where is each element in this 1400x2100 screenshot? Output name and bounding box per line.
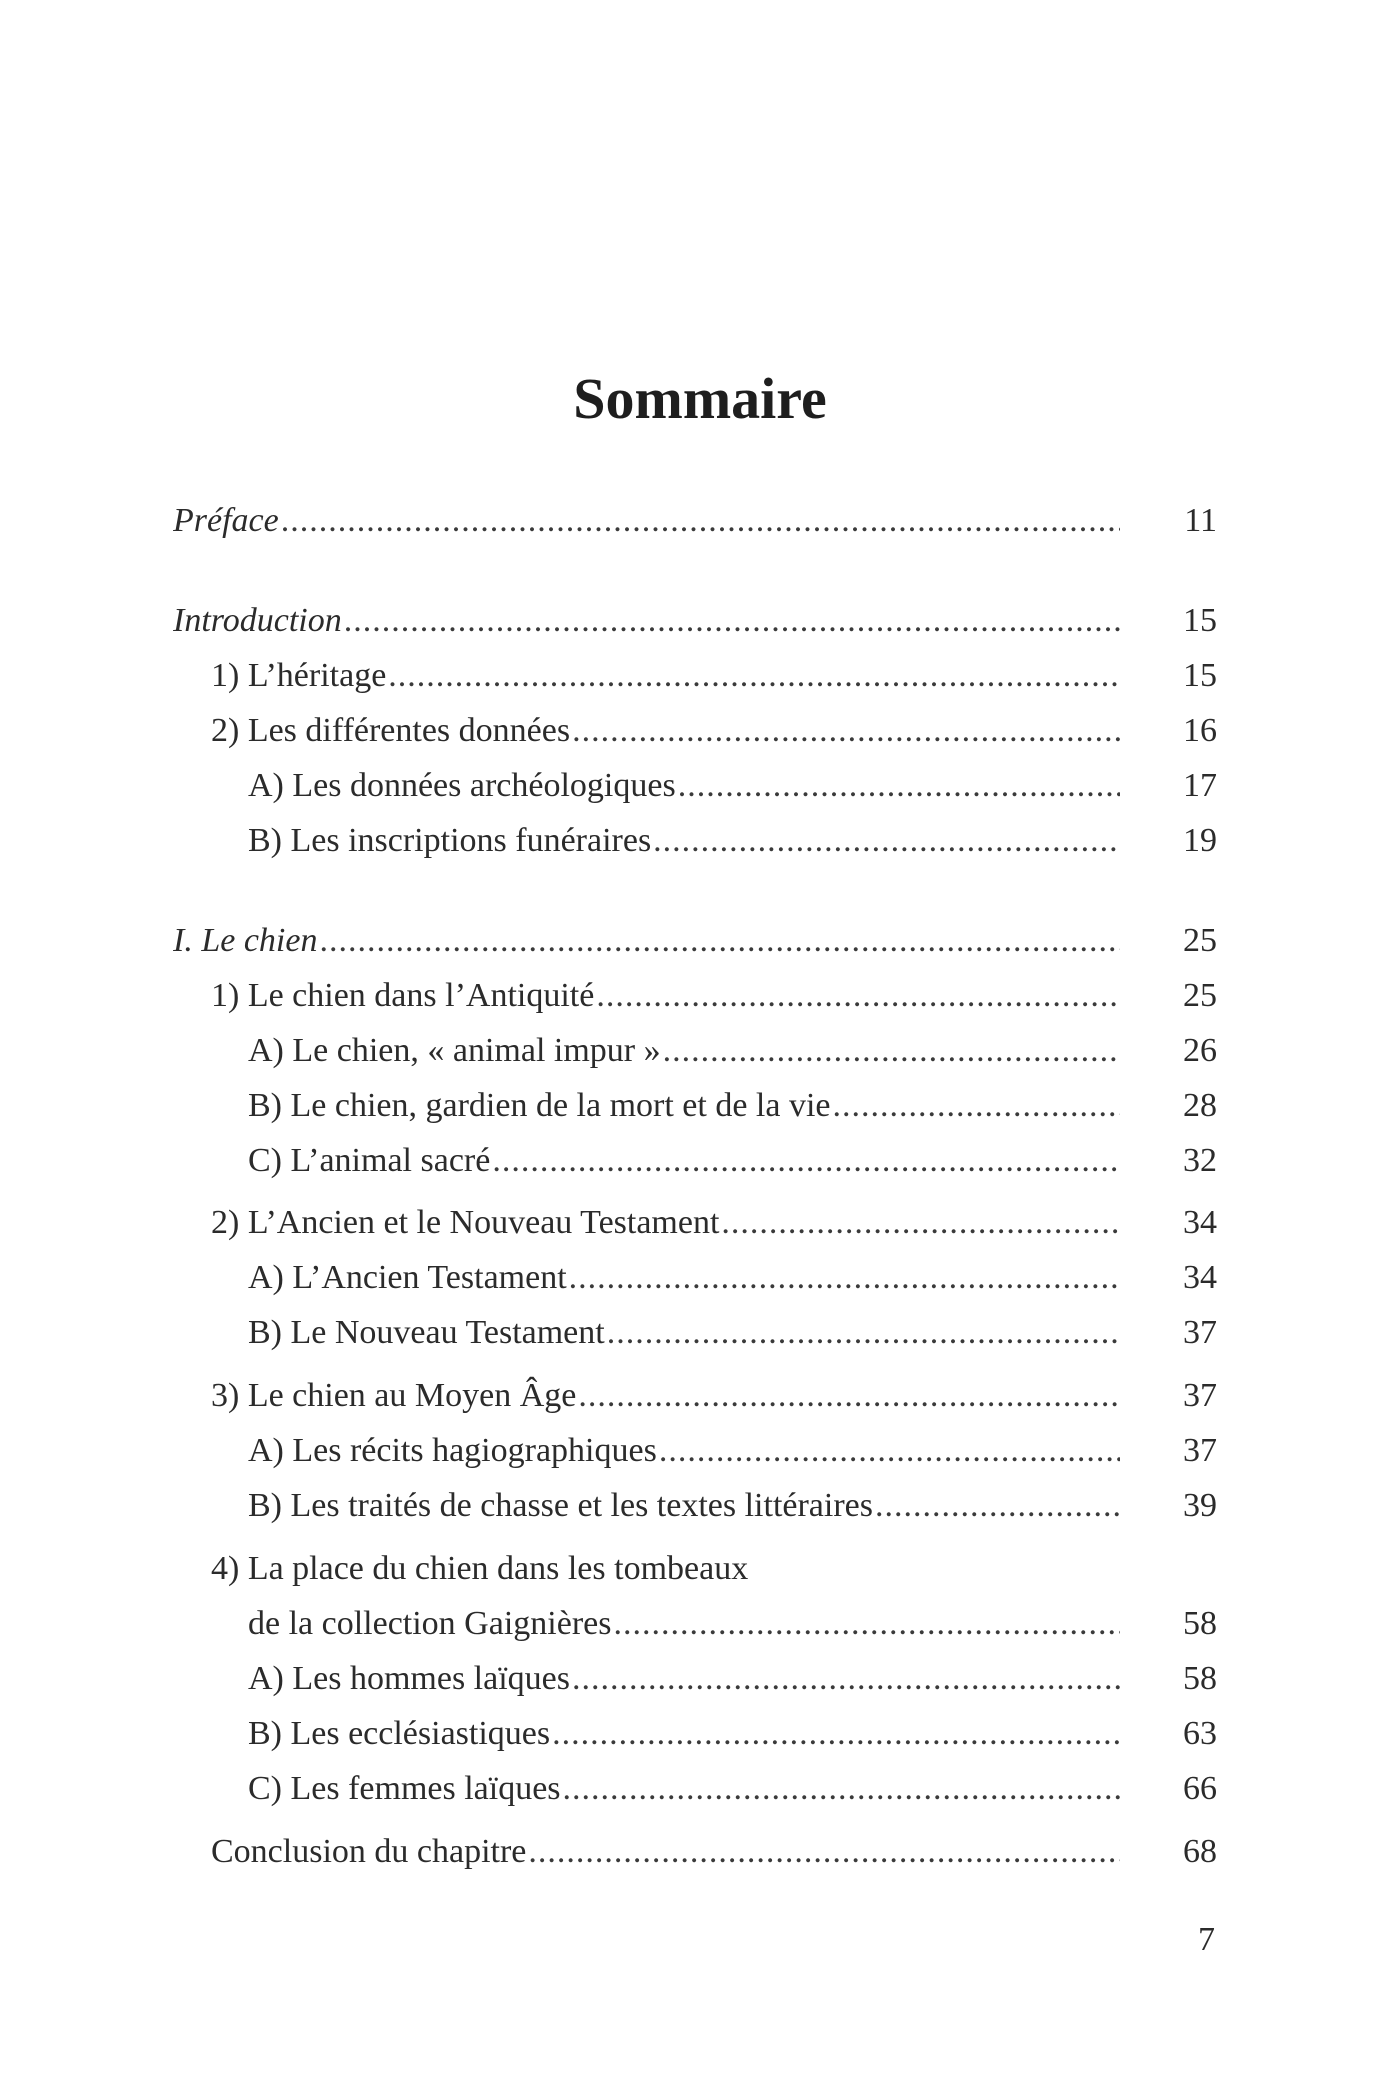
- toc-entry-label: Préface: [173, 502, 279, 539]
- toc-entry-page: 58: [1183, 1660, 1217, 1697]
- toc-entry-inscriptions-funeraires[interactable]: [0, 815, 1400, 867]
- toc-entry-ancien-testament[interactable]: [0, 1252, 1400, 1304]
- toc-entry-label: 1) Le chien dans l’Antiquité: [211, 977, 595, 1014]
- toc-entry-label: B) Le Nouveau Testament: [248, 1314, 605, 1351]
- dot-leader: [832, 1080, 1120, 1132]
- toc-entry-label: Introduction: [173, 602, 342, 639]
- toc-entry-nouveau-testament[interactable]: [0, 1307, 1400, 1359]
- dot-leader: [721, 1197, 1120, 1249]
- toc-entry-animal-sacre[interactable]: [0, 1135, 1400, 1187]
- toc-entry-page: 68: [1183, 1833, 1217, 1870]
- toc-entry-label: 1) L’héritage: [211, 657, 387, 694]
- toc-entry-label: A) Le chien, « animal impur »: [248, 1032, 661, 1069]
- toc-entry-page: 15: [1183, 657, 1217, 694]
- toc-entry-label: A) L’Ancien Testament: [248, 1259, 567, 1296]
- toc-entry-label: A) Les données archéologiques: [248, 767, 676, 804]
- toc-entry-traites-chasse[interactable]: [0, 1480, 1400, 1532]
- toc-entry-conclusion-chapitre[interactable]: [0, 1826, 1400, 1878]
- toc-entry-collection-gaignieres[interactable]: [0, 1598, 1400, 1650]
- dot-leader: [319, 915, 1120, 967]
- toc-entry-preface[interactable]: [0, 495, 1400, 547]
- toc-entry-label: de la collection Gaignières: [248, 1605, 612, 1642]
- toc-entry-ancien-nouveau-testament[interactable]: [0, 1197, 1400, 1249]
- toc-entry-page: 58: [1183, 1605, 1217, 1642]
- toc-entry-page: 34: [1183, 1259, 1217, 1296]
- toc-entry-label: 2) L’Ancien et le Nouveau Testament: [211, 1204, 720, 1241]
- toc-entry-label: 2) Les différentes données: [211, 712, 571, 749]
- toc-entry-femmes-laiques[interactable]: [0, 1763, 1400, 1815]
- toc-entry-recits-hagiographiques[interactable]: [0, 1425, 1400, 1477]
- toc-entry-place-chien-tombeaux[interactable]: [0, 1543, 1400, 1595]
- dot-leader: [281, 495, 1120, 547]
- dot-leader: [563, 1763, 1120, 1815]
- toc-entry-page: 34: [1183, 1204, 1217, 1241]
- dot-leader: [659, 1425, 1120, 1477]
- toc-entry-page: 66: [1183, 1770, 1217, 1807]
- toc-entry-page: 37: [1183, 1432, 1217, 1469]
- toc-entry-label: Conclusion du chapitre: [211, 1833, 527, 1870]
- toc-entry-label: A) Les hommes laïques: [248, 1660, 570, 1697]
- page-title: Sommaire: [573, 365, 827, 431]
- toc-entry-page: 37: [1183, 1377, 1217, 1414]
- toc-entry-page: 28: [1183, 1087, 1217, 1124]
- toc-entry-label: 4) La place du chien dans les tombeaux: [211, 1550, 749, 1587]
- toc-entry-donnees-archeologiques[interactable]: [0, 760, 1400, 812]
- toc-entry-hommes-laiques[interactable]: [0, 1653, 1400, 1705]
- dot-leader: [388, 650, 1120, 702]
- toc-entry-le-chien[interactable]: [0, 915, 1400, 967]
- dot-leader: [607, 1307, 1120, 1359]
- dot-leader: [596, 970, 1120, 1022]
- dot-leader: [663, 1025, 1120, 1077]
- toc-entry-page: 25: [1183, 977, 1217, 1014]
- toc-entry-page: 16: [1183, 712, 1217, 749]
- toc-entry-page: 19: [1183, 822, 1217, 859]
- toc-entry-label: I. Le chien: [173, 922, 318, 959]
- toc-entry-introduction[interactable]: [0, 595, 1400, 647]
- dot-leader: [613, 1598, 1120, 1650]
- toc-entry-page: 25: [1183, 922, 1217, 959]
- toc-entry-label: 3) Le chien au Moyen Âge: [211, 1377, 577, 1414]
- toc-entry-heritage[interactable]: [0, 650, 1400, 702]
- toc-entry-page: 63: [1183, 1715, 1217, 1752]
- toc-entry-gardien-mort-vie[interactable]: [0, 1080, 1400, 1132]
- toc-entry-chien-moyen-age[interactable]: [0, 1370, 1400, 1422]
- toc-entry-label: B) Les traités de chasse et les textes littéraires: [248, 1487, 873, 1524]
- toc-entry-differentes-donnees[interactable]: [0, 705, 1400, 757]
- toc-entry-chien-antiquite[interactable]: [0, 970, 1400, 1022]
- toc-entry-page: 26: [1183, 1032, 1217, 1069]
- page-number: 7: [1198, 1921, 1215, 1958]
- toc-entry-page: 17: [1183, 767, 1217, 804]
- toc-entry-animal-impur[interactable]: [0, 1025, 1400, 1077]
- toc-entry-label: C) L’animal sacré: [248, 1142, 491, 1179]
- dot-leader: [528, 1826, 1120, 1878]
- toc-entry-page: 39: [1183, 1487, 1217, 1524]
- dot-leader: [678, 760, 1120, 812]
- dot-leader: [344, 595, 1120, 647]
- toc-entry-page: 15: [1183, 602, 1217, 639]
- toc-entry-label: B) Les inscriptions funéraires: [248, 822, 652, 859]
- toc-entry-label: B) Le chien, gardien de la mort et de la vie: [248, 1087, 831, 1124]
- toc-entry-label: A) Les récits hagiographiques: [248, 1432, 657, 1469]
- dot-leader: [578, 1370, 1120, 1422]
- dot-leader: [653, 815, 1120, 867]
- dot-leader: [572, 1653, 1120, 1705]
- toc-entry-label: B) Les ecclésiastiques: [248, 1715, 551, 1752]
- dot-leader: [492, 1135, 1120, 1187]
- dot-leader: [569, 1252, 1120, 1304]
- toc-entry-page: 32: [1183, 1142, 1217, 1179]
- toc-entry-page: 11: [1184, 502, 1217, 539]
- toc-entry-label: C) Les femmes laïques: [248, 1770, 561, 1807]
- dot-leader: [572, 705, 1120, 757]
- dot-leader: [875, 1480, 1120, 1532]
- dot-leader: [552, 1708, 1120, 1760]
- toc-entry-page: 37: [1183, 1314, 1217, 1351]
- toc-entry-ecclesiastiques[interactable]: [0, 1708, 1400, 1760]
